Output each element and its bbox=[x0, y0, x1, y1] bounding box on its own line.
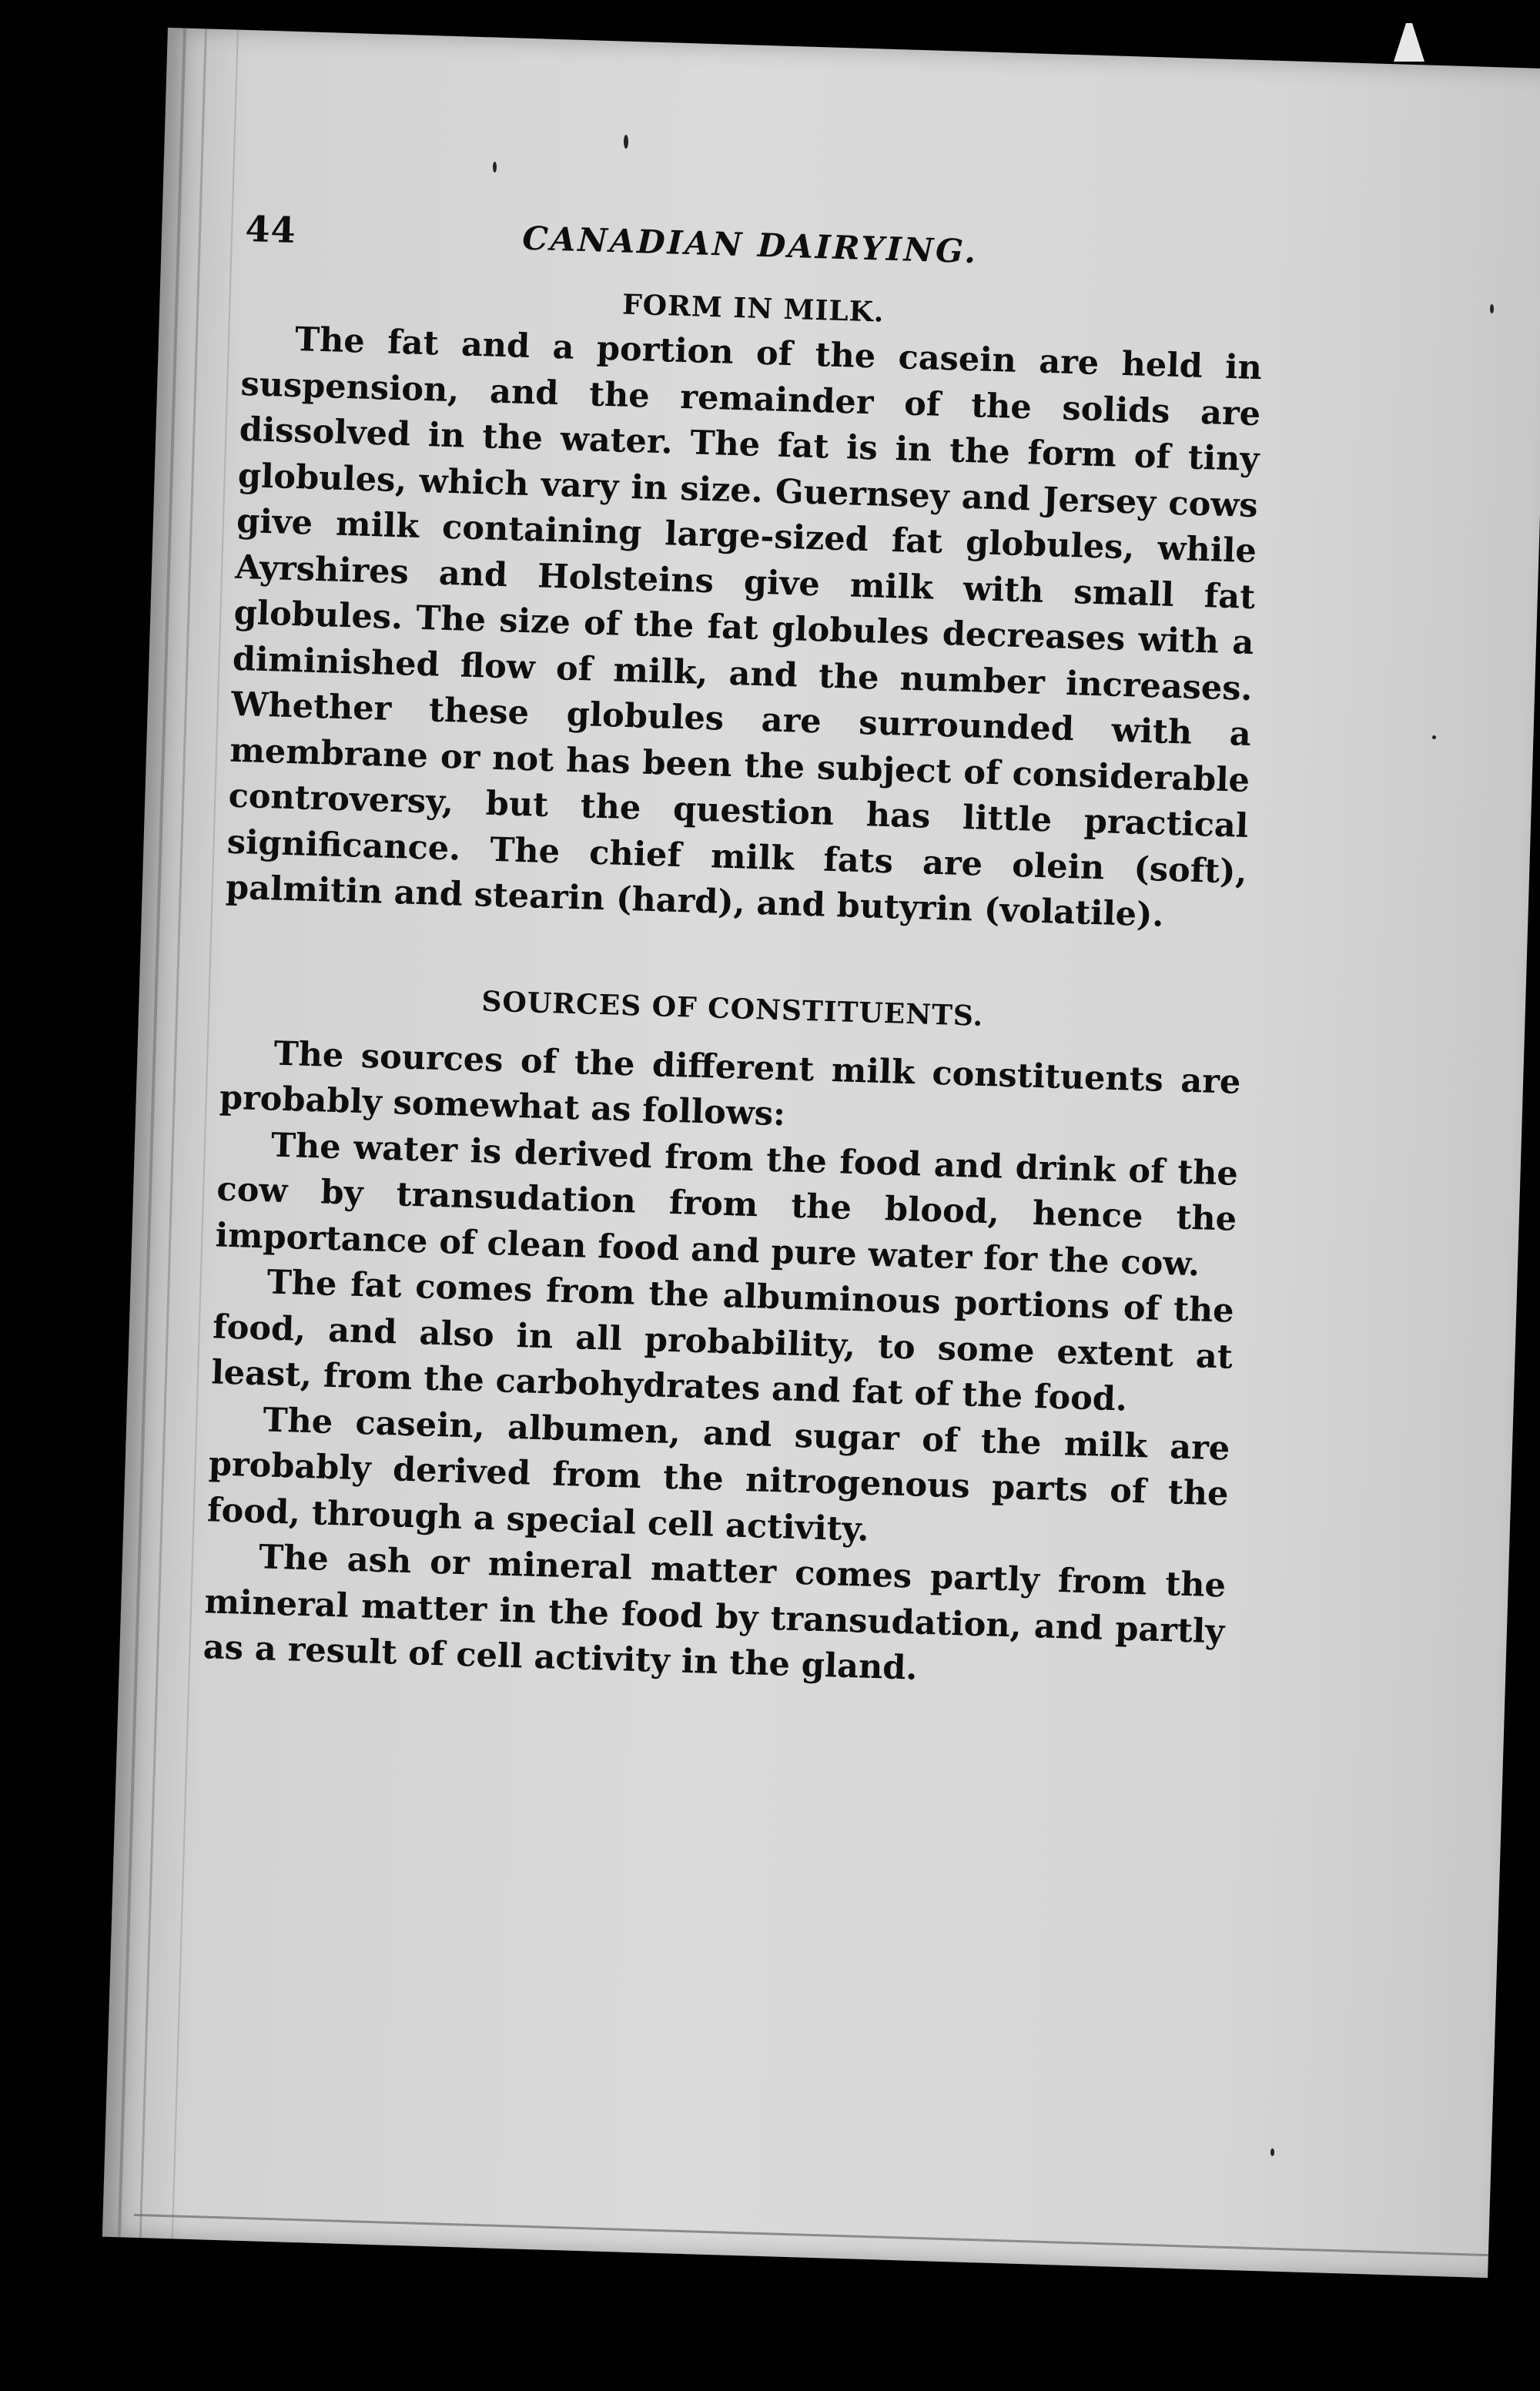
scan-speck bbox=[624, 135, 628, 149]
scan-speck bbox=[493, 162, 497, 172]
paragraph: The sources of the different milk constituents are probably somewhat as follows: bbox=[219, 1034, 1242, 1134]
paragraph: The fat comes from the albuminous portions of the food, and also in all probability, to some extent at least, from the carbohydrates and fat of the food. bbox=[210, 1263, 1235, 1419]
scan-speck bbox=[1490, 304, 1494, 313]
binding-edge bbox=[118, 28, 186, 2238]
section-heading: SOURCES OF CONSTITUENTS. bbox=[480, 985, 984, 1033]
paragraph: The fat and a portion of the casein are held in suspension, and the remainder of the solids are dissolved in the water. The fat is in the form of tiny globules, which vary in size. Guernsey and Jersey cows give milk containing large-sized fat globules, while Ayrshires and Holsteins give milk with small fat globules. The size of the fat globules decreases with a diminished flow of milk, and the number increases. Whether these globules are surrounded with a membrane or not has been the subject of considerable controversy, but the question has little practical significance. The chief milk fats are olein (soft), palmitin and stearin (hard), and butyrin (volatile). bbox=[225, 320, 1263, 935]
paragraph: The water is derived from the food and drink of the cow by transudation from the blood, hence the importance of clean food and pure water for the cow. bbox=[215, 1126, 1239, 1284]
scan-speck bbox=[1432, 735, 1436, 739]
page-number: 44 bbox=[244, 207, 297, 251]
section-heading: FORM IN MILK. bbox=[621, 288, 886, 329]
paragraph: The ash or mineral matter comes partly from the mineral matter in the food by transudation, and partly as a result of cell activity in the gland. bbox=[203, 1538, 1227, 1688]
paragraph: The casein, albumen, and sugar of the milk are probably derived from the nitrogenous parts of the food, through a special cell activity. bbox=[206, 1400, 1230, 1549]
scan-artifact bbox=[1394, 23, 1424, 62]
page-bottom-edge bbox=[134, 2214, 1488, 2256]
page-text bbox=[203, 193, 1266, 1701]
scan-speck bbox=[1270, 2148, 1274, 2156]
running-head: CANADIAN DAIRYING. bbox=[521, 219, 979, 271]
